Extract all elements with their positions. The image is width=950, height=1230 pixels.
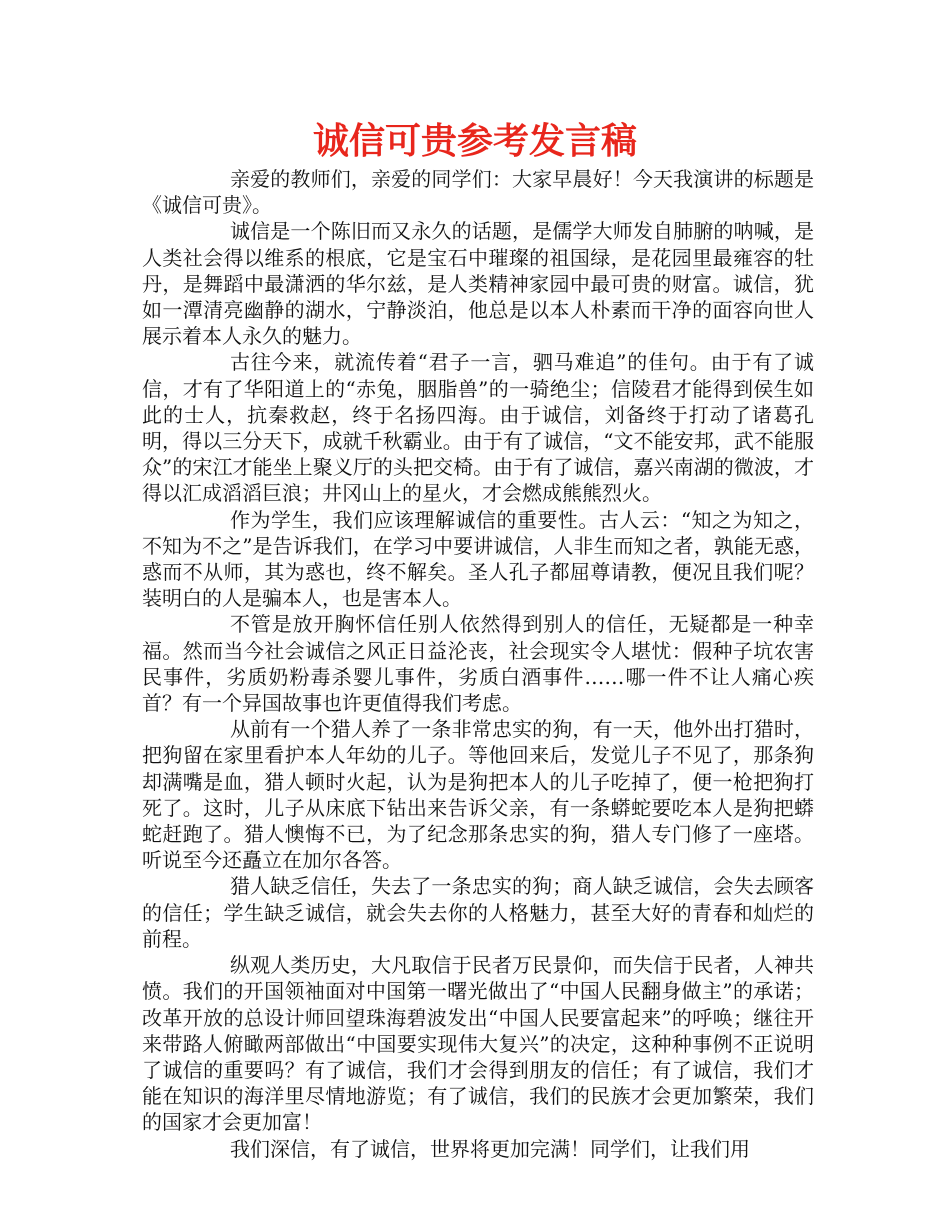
paragraph-hunter-story: 从前有一个猎人养了一条非常忠实的狗，有一天，他外出打猎时，把狗留在家里看护本人年幼的儿子。等他回来后，发觉儿子不见了，那条狗却满嘴是血，猎人顿时火起，认为是狗把本人的儿子吃掉了，便一枪把狗打死了。这时，儿子从床底下钻出来告诉父亲，有一条蟒蛇要吃本人是狗把蟒蛇赶跑了。猎人懊悔不已，为了纪念那条忠实的狗，猎人专门修了一座塔。听说至今还矗立在加尔各答。 — [142, 717, 814, 873]
paragraph-greeting: 亲爱的教师们，亲爱的同学们：大家早晨好！今天我演讲的标题是《诚信可贵》。 — [142, 167, 814, 218]
paragraph-society: 不管是放开胸怀信任别人依然得到别人的信任，无疑都是一种幸福。然而当今社会诚信之风正日益沦丧，社会现实令人堪忧：假种子坑农害民事件，劣质奶粉毒杀婴儿事件，劣质白酒事件……哪一件不让人痛心疾首？有一个异国故事也许更值得我们考虑。 — [142, 612, 814, 716]
paragraph-leaders: 纵观人类历史，大凡取信于民者万民景仰，而失信于民者，人神共愤。我们的开国领袖面对中国第一曙光做出了“中国人民翻身做主”的承诺；改革开放的总设计师回望珠海碧波发出“中国人民要富起来”的呼唤；继往开来带路人俯瞰两部做出“中国要实现伟大复兴”的决定，这种种事例不正说明了诚信的重要吗？有了诚信，我们才会得到朋友的信任；有了诚信，我们才能在知识的海洋里尽情地游览；有了诚信，我们的民族才会更加繁荣，我们的国家才会更加富！ — [142, 953, 814, 1135]
paragraph-students: 作为学生，我们应该理解诚信的重要性。古人云：“知之为知之，不知为不之”是告诉我们，在学习中要讲诚信，人非生而知之者，孰能无惑，惑而不从师，其为惑也，终不解矣。圣人孔子都屈尊请教，便况且我们呢？装明白的人是骗本人，也是害本人。 — [142, 507, 814, 611]
document-title: 诚信可贵参考发言稿 — [312, 121, 637, 162]
paragraph-definition: 诚信是一个陈旧而又永久的话题，是儒学大师发自肺腑的呐喊，是人类社会得以维系的根底，它是宝石中璀璨的祖国绿，是花园里最雍容的牡丹，是舞蹈中最潇洒的华尔兹，是人类精神家园中最可贵的财富。诚信，犹如一潭清亮幽静的湖水，宁静淡泊，他总是以本人朴素而干净的面容向世人展示着本人永久的魅力。 — [142, 219, 814, 349]
document-body — [142, 166, 814, 1162]
paragraph-closing: 我们深信，有了诚信，世界将更加完满！同学们，让我们用 — [230, 1136, 750, 1161]
paragraph-history: 古往今来，就流传着“君子一言，驷马难追”的佳句。由于有了诚信，才有了华阳道上的“赤兔，胭脂兽”的一骑绝尘；信陵君才能得到侯生如此的士人，抗秦救赵，终于名扬四海。由于诚信，刘备终于打动了诸葛孔明，得以三分天下，成就千秋霸业。由于有了诚信，“文不能安邦，武不能服众”的宋江才能坐上聚义厅的头把交椅。由于有了诚信，嘉兴南湖的微波，才得以汇成滔滔巨浪；井冈山上的星火，才会燃成熊熊烈火。 — [142, 350, 814, 506]
paragraph-consequences: 猎人缺乏信任，失去了一条忠实的狗；商人缺乏诚信，会失去顾客的信任；学生缺乏诚信，就会失去你的人格魅力，甚至大好的青春和灿烂的前程。 — [142, 874, 814, 951]
